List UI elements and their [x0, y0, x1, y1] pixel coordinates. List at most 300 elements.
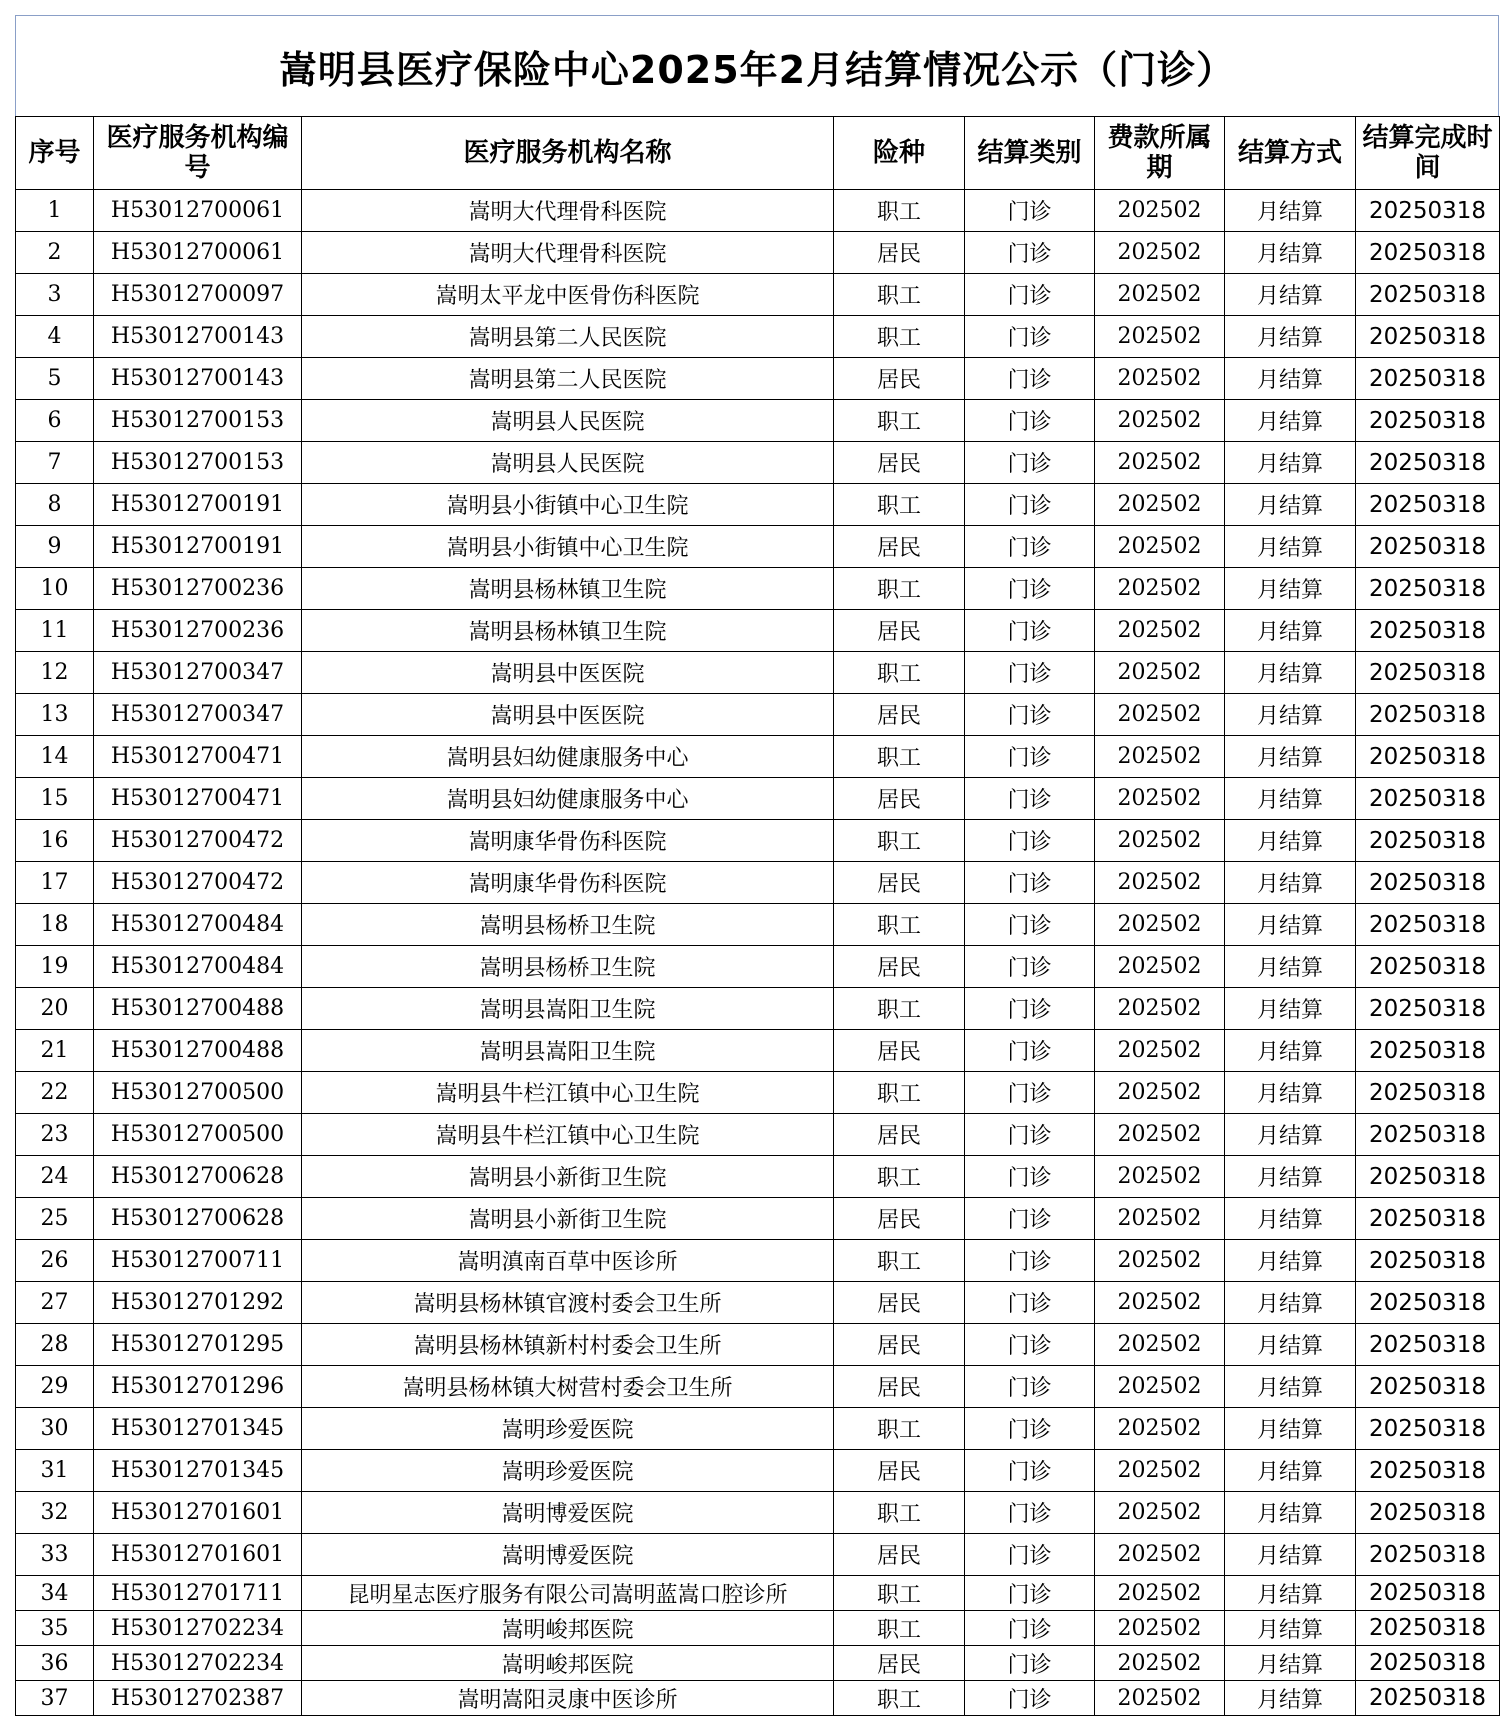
table-cell: 月结算 [1225, 1324, 1356, 1366]
table-cell: 居民 [834, 1282, 965, 1324]
table-cell: 月结算 [1225, 442, 1356, 484]
table-cell: 月结算 [1225, 358, 1356, 400]
table-cell: 门诊 [965, 1408, 1095, 1450]
table-cell: 20250318 [1356, 988, 1500, 1030]
table-cell: H53012700500 [94, 1114, 302, 1156]
table-cell: H53012701296 [94, 1366, 302, 1408]
table-cell: 34 [16, 1576, 94, 1611]
header-cell: 序号 [16, 117, 94, 190]
table-cell: 月结算 [1225, 694, 1356, 736]
table-cell: 嵩明县杨桥卫生院 [302, 946, 834, 988]
table-cell: 202502 [1095, 1282, 1225, 1324]
table-cell: H53012700153 [94, 442, 302, 484]
table-cell: 门诊 [965, 1366, 1095, 1408]
table-cell: 20250318 [1356, 694, 1500, 736]
table-cell: 20250318 [1356, 274, 1500, 316]
table-cell: 20250318 [1356, 1450, 1500, 1492]
table-cell: 23 [16, 1114, 94, 1156]
table-cell: 21 [16, 1030, 94, 1072]
table-cell: 居民 [834, 1030, 965, 1072]
table-cell: 嵩明康华骨伤科医院 [302, 862, 834, 904]
table-cell: 门诊 [965, 778, 1095, 820]
table-cell: 16 [16, 820, 94, 862]
table-cell: 20250318 [1356, 568, 1500, 610]
table-cell: 门诊 [965, 1156, 1095, 1198]
table-cell: 嵩明峻邦医院 [302, 1646, 834, 1681]
table-cell: 202502 [1095, 1324, 1225, 1366]
table-cell: 33 [16, 1534, 94, 1576]
table-row [16, 1646, 1500, 1681]
header-cell: 结算方式 [1225, 117, 1356, 190]
table-cell: 17 [16, 862, 94, 904]
table-cell: 月结算 [1225, 1072, 1356, 1114]
table-cell: 20250318 [1356, 190, 1500, 232]
table-cell: 嵩明滇南百草中医诊所 [302, 1240, 834, 1282]
table-cell: 20250318 [1356, 1366, 1500, 1408]
table-cell: H53012700628 [94, 1198, 302, 1240]
table-cell: 月结算 [1225, 400, 1356, 442]
table-row [16, 232, 1500, 274]
table-cell: 居民 [834, 358, 965, 400]
table-row [16, 1072, 1500, 1114]
table-cell: 月结算 [1225, 232, 1356, 274]
table-cell: 职工 [834, 736, 965, 778]
table-row [16, 1681, 1500, 1716]
table-cell: 12 [16, 652, 94, 694]
table-cell: 门诊 [965, 652, 1095, 694]
table-cell: 10 [16, 568, 94, 610]
table-cell: 嵩明大代理骨科医院 [302, 190, 834, 232]
table-cell: 202502 [1095, 568, 1225, 610]
table-row [16, 1534, 1500, 1576]
table-cell: 职工 [834, 1408, 965, 1450]
table-cell: 嵩明县小新街卫生院 [302, 1156, 834, 1198]
table-cell: 29 [16, 1366, 94, 1408]
table-cell: 门诊 [965, 1240, 1095, 1282]
table-cell: 职工 [834, 652, 965, 694]
table-cell: 职工 [834, 988, 965, 1030]
table-cell: 20250318 [1356, 1114, 1500, 1156]
table-cell: 202502 [1095, 274, 1225, 316]
table-row [16, 274, 1500, 316]
table-cell: 职工 [834, 1576, 965, 1611]
table-cell: 月结算 [1225, 736, 1356, 778]
table-cell: 9 [16, 526, 94, 568]
table-cell: 202502 [1095, 1114, 1225, 1156]
table-cell: 职工 [834, 190, 965, 232]
table-cell: 居民 [834, 1450, 965, 1492]
table-cell: 202502 [1095, 232, 1225, 274]
table-cell: H53012700153 [94, 400, 302, 442]
table-cell: 嵩明县杨林镇官渡村委会卫生所 [302, 1282, 834, 1324]
table-cell: 20250318 [1356, 1030, 1500, 1072]
table-cell: 24 [16, 1156, 94, 1198]
table-cell: 8 [16, 484, 94, 526]
table-cell: 15 [16, 778, 94, 820]
table-cell: 25 [16, 1198, 94, 1240]
table-row [16, 1198, 1500, 1240]
table-cell: 嵩明太平龙中医骨伤科医院 [302, 274, 834, 316]
table-cell: 嵩明县人民医院 [302, 400, 834, 442]
table-cell: 门诊 [965, 1611, 1095, 1646]
table-cell: 7 [16, 442, 94, 484]
table-cell: 20250318 [1356, 610, 1500, 652]
table-cell: 月结算 [1225, 1492, 1356, 1534]
table-cell: H53012701601 [94, 1492, 302, 1534]
table-cell: 居民 [834, 442, 965, 484]
table-cell: 月结算 [1225, 484, 1356, 526]
header-cell: 医疗服务机构编号 [94, 117, 302, 190]
table-cell: 月结算 [1225, 526, 1356, 568]
table-cell: 26 [16, 1240, 94, 1282]
table-cell: H53012702234 [94, 1611, 302, 1646]
table-cell: 居民 [834, 1324, 965, 1366]
table-cell: 20250318 [1356, 904, 1500, 946]
table-cell: 嵩明县杨林镇卫生院 [302, 568, 834, 610]
table-cell: 22 [16, 1072, 94, 1114]
table-row [16, 1282, 1500, 1324]
table-row [16, 526, 1500, 568]
table-cell: 门诊 [965, 1072, 1095, 1114]
table-cell: 嵩明珍爱医院 [302, 1450, 834, 1492]
table-cell: 20250318 [1356, 1282, 1500, 1324]
table-cell: 职工 [834, 568, 965, 610]
table-cell: 20250318 [1356, 316, 1500, 358]
table-cell: 202502 [1095, 1408, 1225, 1450]
table-cell: 14 [16, 736, 94, 778]
table-cell: H53012700061 [94, 232, 302, 274]
table-cell: 20250318 [1356, 1324, 1500, 1366]
table-cell: 月结算 [1225, 946, 1356, 988]
table-cell: 202502 [1095, 1450, 1225, 1492]
table-cell: 20250318 [1356, 1072, 1500, 1114]
table-cell: 月结算 [1225, 1611, 1356, 1646]
table-cell: H53012700472 [94, 820, 302, 862]
table-cell: 职工 [834, 1072, 965, 1114]
table-row [16, 1408, 1500, 1450]
table-cell: 门诊 [965, 1576, 1095, 1611]
header-cell: 结算完成时间 [1356, 117, 1500, 190]
table-cell: 月结算 [1225, 190, 1356, 232]
table-cell: 202502 [1095, 1646, 1225, 1681]
table-cell: 202502 [1095, 1611, 1225, 1646]
table-cell: 嵩明县杨林镇新村村委会卫生所 [302, 1324, 834, 1366]
table-cell: 职工 [834, 904, 965, 946]
page-title: 嵩明县医疗保险中心2025年2月结算情况公示（门诊） [15, 15, 1499, 116]
table-cell: 门诊 [965, 1198, 1095, 1240]
table-cell: 31 [16, 1450, 94, 1492]
table-cell: 嵩明县小新街卫生院 [302, 1198, 834, 1240]
table-row [16, 484, 1500, 526]
header-cell: 医疗服务机构名称 [302, 117, 834, 190]
table-cell: 20250318 [1356, 652, 1500, 694]
table-cell: 门诊 [965, 1492, 1095, 1534]
table-cell: 门诊 [965, 526, 1095, 568]
table-row [16, 694, 1500, 736]
table-cell: 居民 [834, 946, 965, 988]
table-cell: 嵩明县嵩阳卫生院 [302, 988, 834, 1030]
table-cell: 嵩明大代理骨科医院 [302, 232, 834, 274]
table-cell: H53012700143 [94, 358, 302, 400]
table-cell: 居民 [834, 526, 965, 568]
table-cell: H53012701601 [94, 1534, 302, 1576]
table-cell: 门诊 [965, 484, 1095, 526]
table-cell: 20250318 [1356, 1646, 1500, 1681]
table-row [16, 652, 1500, 694]
table-cell: 202502 [1095, 400, 1225, 442]
table-cell: 嵩明县杨林镇卫生院 [302, 610, 834, 652]
table-cell: 20250318 [1356, 1408, 1500, 1450]
table-cell: 202502 [1095, 316, 1225, 358]
table-cell: 20250318 [1356, 484, 1500, 526]
table-cell: 门诊 [965, 1534, 1095, 1576]
table-cell: 门诊 [965, 232, 1095, 274]
table-cell: H53012700500 [94, 1072, 302, 1114]
table-cell: 门诊 [965, 610, 1095, 652]
table-cell: H53012701292 [94, 1282, 302, 1324]
table-cell: 职工 [834, 1611, 965, 1646]
table-cell: 职工 [834, 820, 965, 862]
table-cell: 门诊 [965, 358, 1095, 400]
table-cell: 19 [16, 946, 94, 988]
table-cell: 嵩明县妇幼健康服务中心 [302, 736, 834, 778]
table-cell: H53012700236 [94, 610, 302, 652]
table-cell: 月结算 [1225, 610, 1356, 652]
table-cell: 20250318 [1356, 358, 1500, 400]
table-cell: H53012701345 [94, 1450, 302, 1492]
table-cell: 职工 [834, 274, 965, 316]
table-cell: 月结算 [1225, 1240, 1356, 1282]
table-cell: 20250318 [1356, 442, 1500, 484]
table-cell: H53012700061 [94, 190, 302, 232]
table-cell: 门诊 [965, 1114, 1095, 1156]
table-cell: 202502 [1095, 1240, 1225, 1282]
table-cell: 门诊 [965, 946, 1095, 988]
table-cell: 1 [16, 190, 94, 232]
table-cell: 月结算 [1225, 1366, 1356, 1408]
table-row [16, 1576, 1500, 1611]
table-cell: 20250318 [1356, 526, 1500, 568]
table-cell: 居民 [834, 862, 965, 904]
table-cell: 月结算 [1225, 274, 1356, 316]
table-cell: 嵩明康华骨伤科医院 [302, 820, 834, 862]
table-cell: 11 [16, 610, 94, 652]
table-cell: 嵩明县嵩阳卫生院 [302, 1030, 834, 1072]
table-cell: H53012700347 [94, 694, 302, 736]
table-cell: H53012700471 [94, 736, 302, 778]
table-cell: 6 [16, 400, 94, 442]
table-cell: 嵩明县人民医院 [302, 442, 834, 484]
table-cell: 20250318 [1356, 862, 1500, 904]
table-cell: 门诊 [965, 1030, 1095, 1072]
table-cell: 嵩明县小街镇中心卫生院 [302, 526, 834, 568]
table-row [16, 442, 1500, 484]
table-cell: 职工 [834, 1156, 965, 1198]
table-cell: H53012701711 [94, 1576, 302, 1611]
table-cell: 门诊 [965, 316, 1095, 358]
table-cell: 居民 [834, 778, 965, 820]
table-cell: 月结算 [1225, 1450, 1356, 1492]
table-cell: 门诊 [965, 274, 1095, 316]
table-cell: 202502 [1095, 1072, 1225, 1114]
table-cell: 5 [16, 358, 94, 400]
table-cell: H53012702234 [94, 1646, 302, 1681]
table-cell: 20250318 [1356, 1156, 1500, 1198]
table-cell: 门诊 [965, 568, 1095, 610]
table-row [16, 1366, 1500, 1408]
table-cell: 门诊 [965, 1324, 1095, 1366]
table-cell: 月结算 [1225, 904, 1356, 946]
table-cell: 32 [16, 1492, 94, 1534]
table-cell: 昆明星志医疗服务有限公司嵩明蓝嵩口腔诊所 [302, 1576, 834, 1611]
table-cell: 职工 [834, 484, 965, 526]
table-row [16, 862, 1500, 904]
table-cell: H53012701295 [94, 1324, 302, 1366]
table-cell: 门诊 [965, 694, 1095, 736]
table-cell: 202502 [1095, 820, 1225, 862]
table-cell: 202502 [1095, 1156, 1225, 1198]
table-cell: 月结算 [1225, 316, 1356, 358]
table-cell: 月结算 [1225, 1534, 1356, 1576]
table-cell: 20250318 [1356, 1534, 1500, 1576]
table-cell: 门诊 [965, 820, 1095, 862]
table-cell: 嵩明峻邦医院 [302, 1611, 834, 1646]
table-row [16, 946, 1500, 988]
table-cell: 月结算 [1225, 568, 1356, 610]
table-cell: 202502 [1095, 484, 1225, 526]
table-body [16, 190, 1500, 1716]
table-cell: 门诊 [965, 904, 1095, 946]
table-cell: 嵩明县第二人民医院 [302, 358, 834, 400]
table-cell: 月结算 [1225, 862, 1356, 904]
table-cell: 202502 [1095, 1492, 1225, 1534]
table-cell: 职工 [834, 316, 965, 358]
table-cell: H53012700628 [94, 1156, 302, 1198]
table-row [16, 358, 1500, 400]
table-cell: 20250318 [1356, 400, 1500, 442]
table-cell: 202502 [1095, 904, 1225, 946]
table-cell: 月结算 [1225, 1681, 1356, 1716]
table-cell: 20250318 [1356, 1576, 1500, 1611]
table-cell: H53012700472 [94, 862, 302, 904]
table-cell: 职工 [834, 1492, 965, 1534]
table-cell: 居民 [834, 1646, 965, 1681]
table-row [16, 1030, 1500, 1072]
table-cell: 居民 [834, 610, 965, 652]
table-cell: H53012700484 [94, 946, 302, 988]
table-cell: 20250318 [1356, 820, 1500, 862]
table-cell: 门诊 [965, 400, 1095, 442]
table-cell: 202502 [1095, 442, 1225, 484]
table-cell: 月结算 [1225, 820, 1356, 862]
table-cell: 嵩明珍爱医院 [302, 1408, 834, 1450]
table-cell: 202502 [1095, 946, 1225, 988]
table-cell: 202502 [1095, 1534, 1225, 1576]
table-cell: 20250318 [1356, 1611, 1500, 1646]
table-cell: 居民 [834, 1198, 965, 1240]
table-cell: H53012700191 [94, 484, 302, 526]
table-cell: 202502 [1095, 526, 1225, 568]
table-row [16, 1240, 1500, 1282]
settlement-table [15, 116, 1500, 1716]
table-cell: 35 [16, 1611, 94, 1646]
table-cell: 202502 [1095, 778, 1225, 820]
table-cell: 门诊 [965, 988, 1095, 1030]
table-cell: H53012700484 [94, 904, 302, 946]
table-row [16, 820, 1500, 862]
table-cell: 18 [16, 904, 94, 946]
table-row [16, 1450, 1500, 1492]
table-cell: 37 [16, 1681, 94, 1716]
table-row [16, 1324, 1500, 1366]
table-row [16, 316, 1500, 358]
table-cell: 3 [16, 274, 94, 316]
table-cell: 20 [16, 988, 94, 1030]
table-cell: 门诊 [965, 1646, 1095, 1681]
table-row [16, 1114, 1500, 1156]
table-cell: 月结算 [1225, 778, 1356, 820]
table-cell: 20250318 [1356, 1681, 1500, 1716]
table-cell: H53012700143 [94, 316, 302, 358]
table-cell: 4 [16, 316, 94, 358]
table-cell: 202502 [1095, 358, 1225, 400]
table-cell: 月结算 [1225, 1282, 1356, 1324]
table-cell: 202502 [1095, 1576, 1225, 1611]
table-row [16, 1492, 1500, 1534]
table-row [16, 400, 1500, 442]
table-cell: 门诊 [965, 442, 1095, 484]
table-cell: 嵩明博爱医院 [302, 1534, 834, 1576]
table-cell: 职工 [834, 1681, 965, 1716]
table-cell: 嵩明县第二人民医院 [302, 316, 834, 358]
table-cell: H53012700471 [94, 778, 302, 820]
header-cell: 费款所属期 [1095, 117, 1225, 190]
table-cell: 嵩明县牛栏江镇中心卫生院 [302, 1114, 834, 1156]
table-cell: 202502 [1095, 1030, 1225, 1072]
table-cell: H53012700191 [94, 526, 302, 568]
table-cell: 居民 [834, 694, 965, 736]
table-cell: 202502 [1095, 1366, 1225, 1408]
table-cell: 月结算 [1225, 1576, 1356, 1611]
table-cell: 20250318 [1356, 1240, 1500, 1282]
table-cell: 月结算 [1225, 1030, 1356, 1072]
table-cell: 月结算 [1225, 652, 1356, 694]
table-cell: 月结算 [1225, 1646, 1356, 1681]
table-row [16, 778, 1500, 820]
table-cell: 202502 [1095, 694, 1225, 736]
table-cell: 居民 [834, 1114, 965, 1156]
table-cell: 2 [16, 232, 94, 274]
table-cell: 嵩明县妇幼健康服务中心 [302, 778, 834, 820]
header-cell: 险种 [834, 117, 965, 190]
settlement-sheet [15, 15, 1499, 1716]
table-cell: 居民 [834, 1366, 965, 1408]
table-cell: 嵩明嵩阳灵康中医诊所 [302, 1681, 834, 1716]
table-cell: 202502 [1095, 190, 1225, 232]
table-cell: 门诊 [965, 1282, 1095, 1324]
table-cell: 20250318 [1356, 1492, 1500, 1534]
table-cell: 门诊 [965, 1450, 1095, 1492]
table-cell: 居民 [834, 1534, 965, 1576]
header-row [16, 117, 1500, 190]
table-cell: 嵩明县牛栏江镇中心卫生院 [302, 1072, 834, 1114]
table-cell: 月结算 [1225, 1156, 1356, 1198]
table-cell: 202502 [1095, 1681, 1225, 1716]
table-row [16, 988, 1500, 1030]
table-cell: 202502 [1095, 862, 1225, 904]
table-cell: H53012702387 [94, 1681, 302, 1716]
table-row [16, 1156, 1500, 1198]
